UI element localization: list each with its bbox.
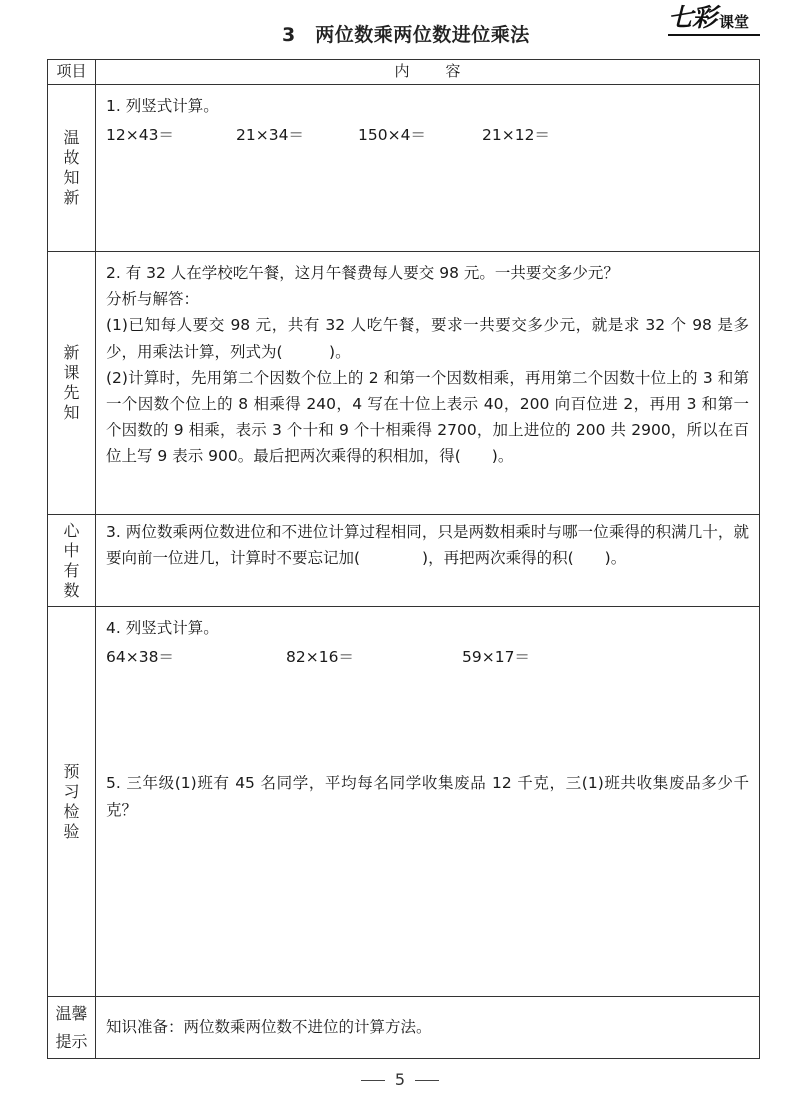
- page-title: 3 两位数乘两位数进位乘法: [282, 24, 530, 46]
- question-4-title: 4. 列竖式计算。: [106, 619, 219, 637]
- label-char: 数: [63, 580, 80, 600]
- brand-text: 课堂: [719, 13, 750, 31]
- footer-dash-right: [415, 1080, 439, 1081]
- label-char: 故: [63, 148, 80, 167]
- brand-mark: 七彩: [668, 3, 717, 32]
- label-char: 课: [63, 363, 80, 382]
- footer-dash-left: [361, 1080, 385, 1081]
- section-summary: [48, 515, 760, 607]
- page-number: 5: [394, 1070, 406, 1089]
- label-char: 提示: [55, 1031, 88, 1051]
- label-char: 温: [63, 128, 80, 147]
- header-content: [96, 60, 760, 85]
- label-char: 新: [63, 343, 80, 362]
- section-label-tips: [48, 997, 96, 1059]
- tips-text: 知识准备：两位数乘两位数不进位的计算方法。: [106, 1018, 432, 1037]
- brand-logo: [668, 3, 750, 34]
- section-new-lesson: [48, 252, 760, 515]
- label-char: 新: [63, 188, 80, 207]
- section-content-preview: [96, 607, 760, 997]
- label-char: 预: [63, 761, 80, 781]
- question-5: 5. 三年级(1)班有 45 名同学，平均每名同学收集废品 12 千克，三(1)班共收集废品多少千克？: [106, 774, 749, 819]
- label-char: 心: [63, 520, 80, 540]
- label-char: 检: [63, 801, 80, 821]
- label-char: 知: [63, 168, 80, 187]
- expr-item: 82×16＝: [286, 648, 354, 667]
- question-3: 3. 两位数乘两位数进位和不进位计算过程相同，只是两数相乘时与哪一位乘得的积满几十，就要向前一位进几，计算时不要忘记加( )，再把两次乘得的积( )。: [106, 523, 749, 568]
- work-space-q4: [106, 670, 749, 770]
- label-char: 温馨: [55, 1003, 88, 1023]
- analysis-part-1: (1)已知每人要交 98 元，共有 32 人吃午餐，要求一共要交多少元，就是求 32 个 98 是多少，用乘法计算，列式为( )。: [106, 316, 749, 361]
- expr-item: 150×4＝: [358, 126, 426, 145]
- label-char: 习: [63, 781, 80, 801]
- expr-item: 12×43＝: [106, 126, 174, 145]
- section-content-tips: [96, 997, 760, 1059]
- analysis-heading: 分析与解答：: [106, 290, 200, 309]
- analysis-part-2: (2)计算时，先用第二个因数个位上的 2 和第一个因数相乘，再用第二个因数十位上的 3 和第一个因数个位上的 8 相乘得 240，4 写在十位上表示 40，200 向百位进 2，再用 3 和第一个因数的 9 相乘，表示 3 个十和 9 个十相乘得 2700，加上进位的 200 共 2900，所以在百位上写 9 表示 900。最后把两次乘得的积相加，得( )。: [106, 368, 749, 466]
- table-header-row: [48, 60, 760, 85]
- question-2-title: 2. 有 32 人在学校吃午餐，这月午餐费每人要交 98 元。一共要交多少元？: [106, 264, 619, 282]
- expr-item: 21×34＝: [236, 126, 304, 145]
- expr-item: 21×12＝: [482, 126, 550, 145]
- question-4-exprs: [106, 644, 749, 670]
- section-preview: [48, 607, 760, 997]
- section-label-review: [48, 85, 96, 252]
- page-header: [0, 0, 800, 56]
- brand-underline: [668, 34, 760, 36]
- section-label-preview: [48, 607, 96, 997]
- expr-item: 59×17＝: [462, 648, 530, 667]
- question-1-exprs: [106, 122, 749, 148]
- label-char: 先: [63, 383, 80, 402]
- section-label-summary: [48, 515, 96, 607]
- header-item: 项目: [48, 60, 96, 85]
- label-char: 知: [63, 403, 80, 422]
- label-char: 中: [63, 540, 80, 560]
- section-review: [48, 85, 760, 252]
- section-label-new-lesson: [48, 252, 96, 515]
- worksheet-table: [47, 59, 760, 1059]
- page-footer: [0, 1070, 800, 1089]
- label-char: 验: [63, 821, 80, 841]
- header-content-label: 内容: [394, 62, 497, 80]
- section-content-new-lesson: [96, 252, 760, 515]
- section-content-review: [96, 85, 760, 252]
- section-tips: [48, 997, 760, 1059]
- section-content-summary: [96, 515, 760, 607]
- label-char: 有: [63, 560, 80, 580]
- expr-item: 64×38＝: [106, 648, 174, 667]
- question-1-title: 1. 列竖式计算。: [106, 97, 219, 115]
